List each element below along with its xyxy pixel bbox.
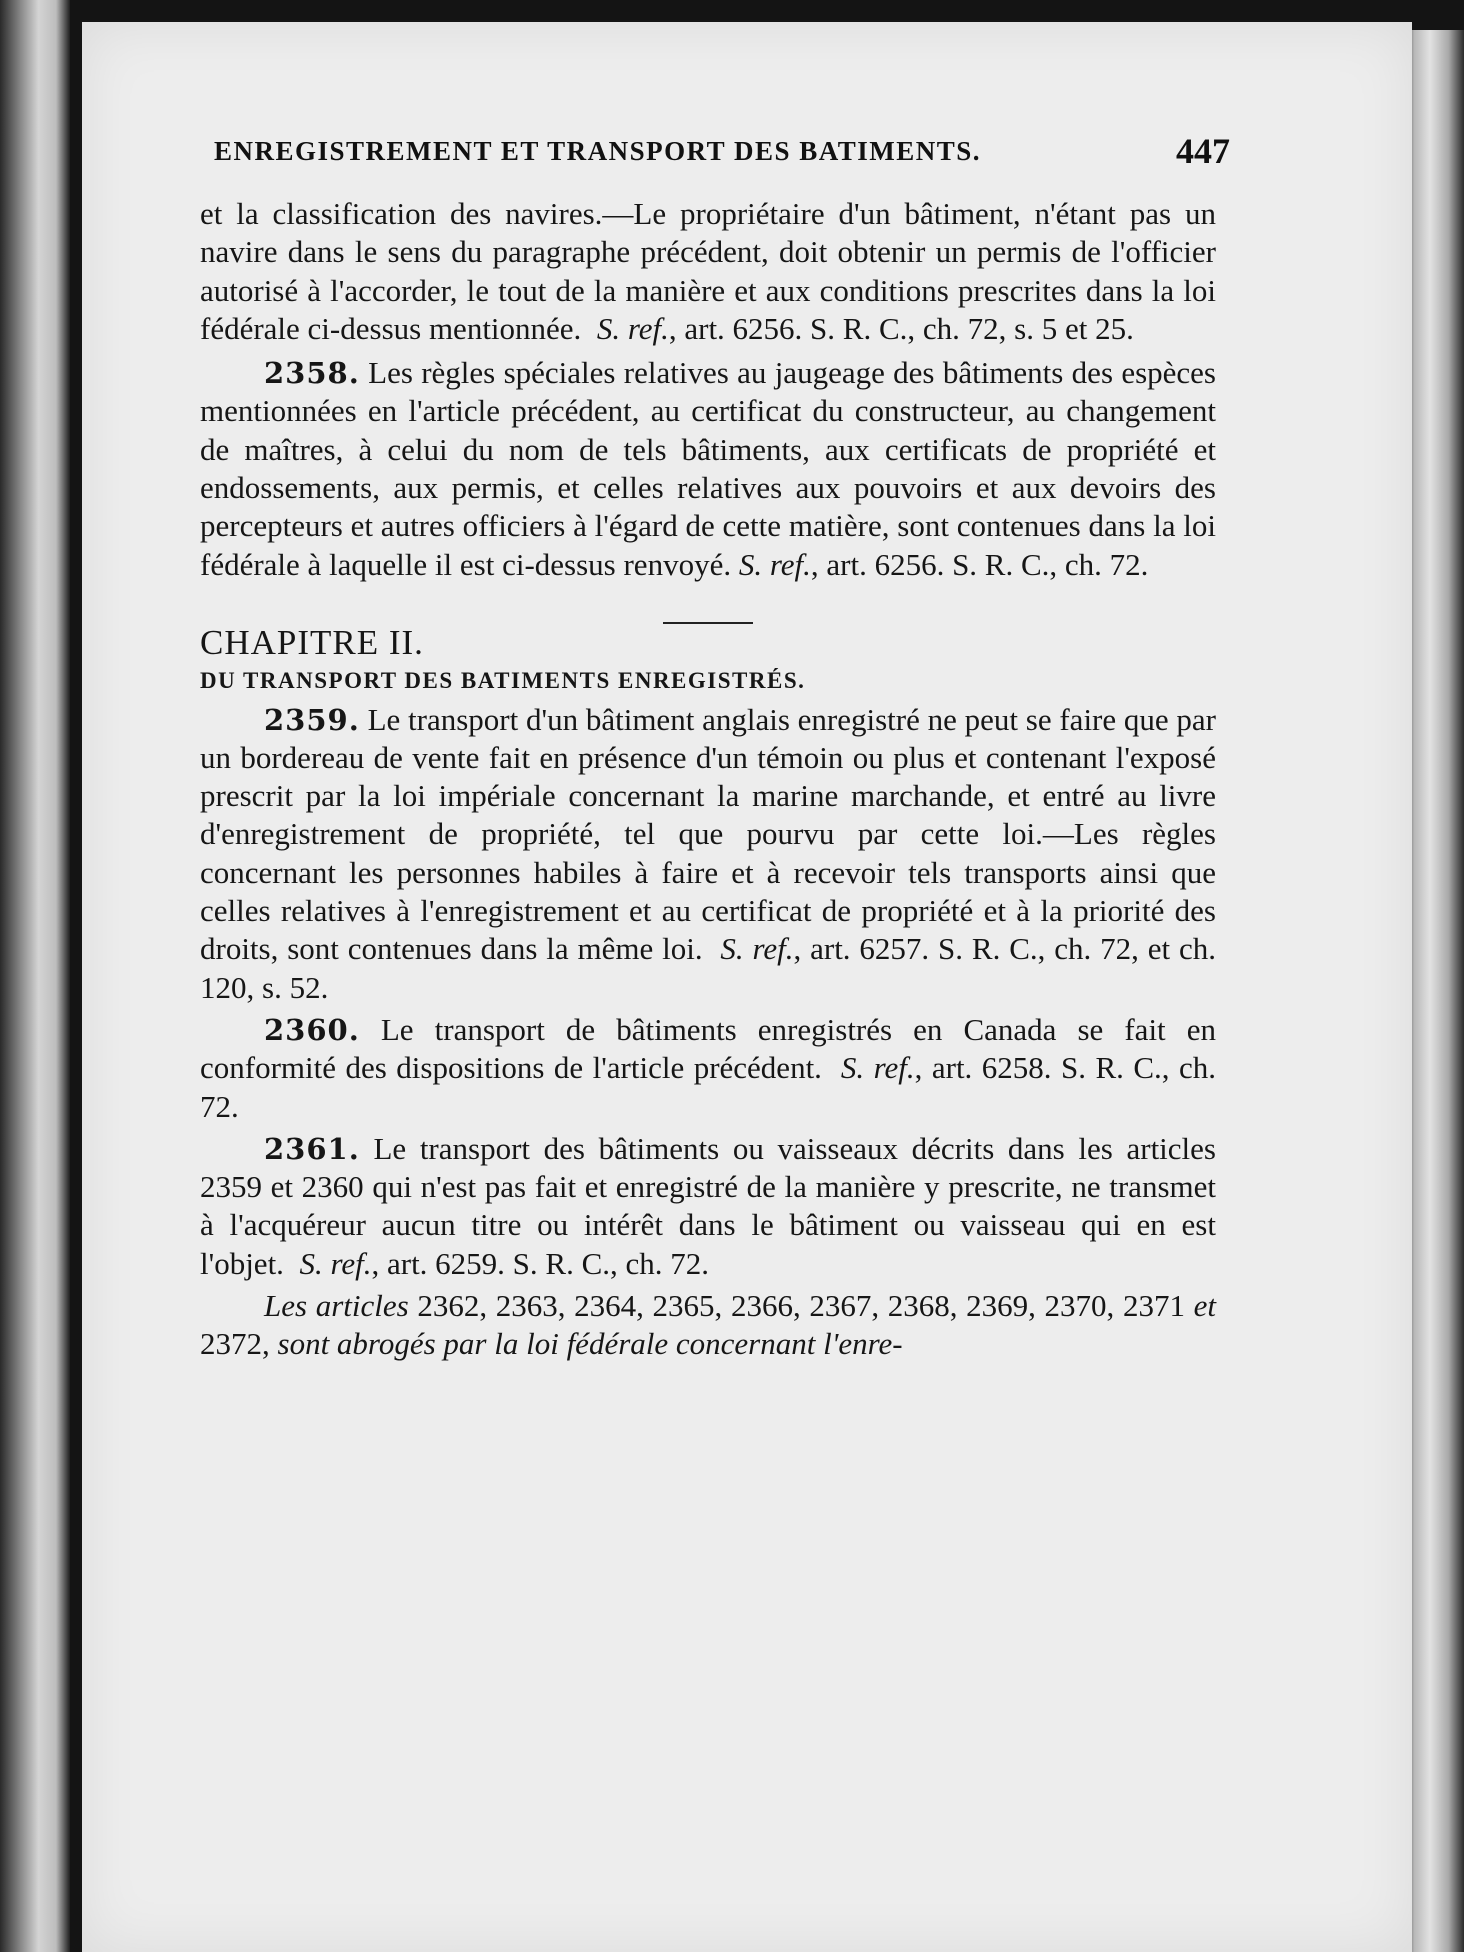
continuation-text: et la classification des navires.—Le propriétaire d'un bâtiment, n'étant pas un navire dans le sens du paragraphe précédent, doit obtenir un permis de l'officier autorisé à l'accorder, le tout de la manière et aux conditions prescrites dans la loi fédérale ci-dessus mentionnée.	[200, 196, 1216, 346]
chapter-subtitle: DU TRANSPORT DES BATIMENTS ENREGISTRÉS.	[200, 668, 806, 694]
article-text: Le transport des bâtiments ou vaisseaux décrits dans les articles 2359 et 2360 qui n'est pas fait et enregistré de la manière y prescrite, ne transmet à l'acquéreur aucun titre ou intérêt dans le bâtiment ou vaisseau qui en est l'objet.	[200, 1130, 1216, 1281]
ref-citation: , art. 6257. S. R. C., ch. 72, et ch. 120, s. 52.	[200, 931, 1216, 1005]
book-spine-edge	[0, 0, 70, 1952]
note-numbers: 2362, 2363, 2364, 2365, 2366, 2367, 2368, 2369, 2370, 2371	[408, 1288, 1194, 1324]
article-2359	[200, 701, 1216, 1007]
ref-abbr: S. ref.	[738, 546, 811, 582]
ref-citation: , art. 6258. S. R. C., ch. 72.	[200, 1050, 1216, 1124]
article-text: Le transport de bâtiments enregistrés en Canada se fait en conformité des dispositions de l'article précédent.	[200, 1011, 1216, 1086]
article-text: Le transport d'un bâtiment anglais enregistré ne peut se faire que par un bordereau de vente fait en présence d'un témoin ou plus et contenant l'exposé prescrit par la loi impériale concernant la marine marchande, et entré au livre d'enregistrement de propriété, tel que pourvu par cette loi.—Les règles concernant les personnes habiles à faire et à recevoir tels transports ainsi que celles relatives à l'enregistrement et au certificat de propriété et à la priorité des droits, sont contenues dans la même loi.	[200, 701, 1216, 967]
note-et: et	[1193, 1288, 1216, 1324]
article-number: 2358.	[264, 356, 360, 391]
note-numbers-end: 2372,	[200, 1326, 278, 1362]
article-number: 2361.	[264, 1131, 360, 1166]
article-number: 2359.	[264, 702, 360, 737]
note-lead: Les articles	[264, 1288, 409, 1324]
header-title: ENREGISTREMENT ET TRANSPORT DES BATIMENTS.	[214, 136, 982, 166]
article-text: Les règles spéciales relatives au jaugeage des bâtiments des espèces mentionnées en l'article précédent, au certificat du constructeur, au changement de maîtres, à celui du nom de tels bâtiments, aux certificats de propriété et endossements, aux permis, et celles relatives aux pouvoirs et aux devoirs des percepteurs et autres officiers à l'égard de cette matière, sont contenues dans la loi fédérale à laquelle il est ci-dessus renvoyé.	[200, 355, 1216, 582]
ref-citation: , art. 6256. S. R. C., ch. 72.	[810, 546, 1149, 582]
ref-abbr: S. ref.	[840, 1050, 915, 1086]
article-2358	[200, 354, 1216, 584]
continuation-paragraph	[200, 195, 1216, 348]
ref-citation: , art. 6259. S. R. C., ch. 72.	[371, 1245, 710, 1281]
repeal-note	[200, 1287, 1216, 1364]
ref-abbr: S. ref.	[299, 1245, 372, 1281]
page-number: 447	[1176, 131, 1230, 171]
running-header	[214, 132, 1230, 172]
article-2361	[200, 1130, 1216, 1283]
ref-abbr: S. ref.	[596, 310, 669, 346]
chapter-title: CHAPITRE II.	[200, 622, 424, 662]
article-2360	[200, 1011, 1216, 1126]
page-body	[200, 195, 1216, 1364]
article-number: 2360.	[264, 1012, 360, 1047]
ref-abbr: S. ref.	[720, 931, 794, 967]
note-tail: sont abrogés par la loi fédérale concernant l'enre-	[277, 1326, 903, 1362]
ref-citation: , art. 6256. S. R. C., ch. 72, s. 5 et 25.	[668, 310, 1134, 346]
